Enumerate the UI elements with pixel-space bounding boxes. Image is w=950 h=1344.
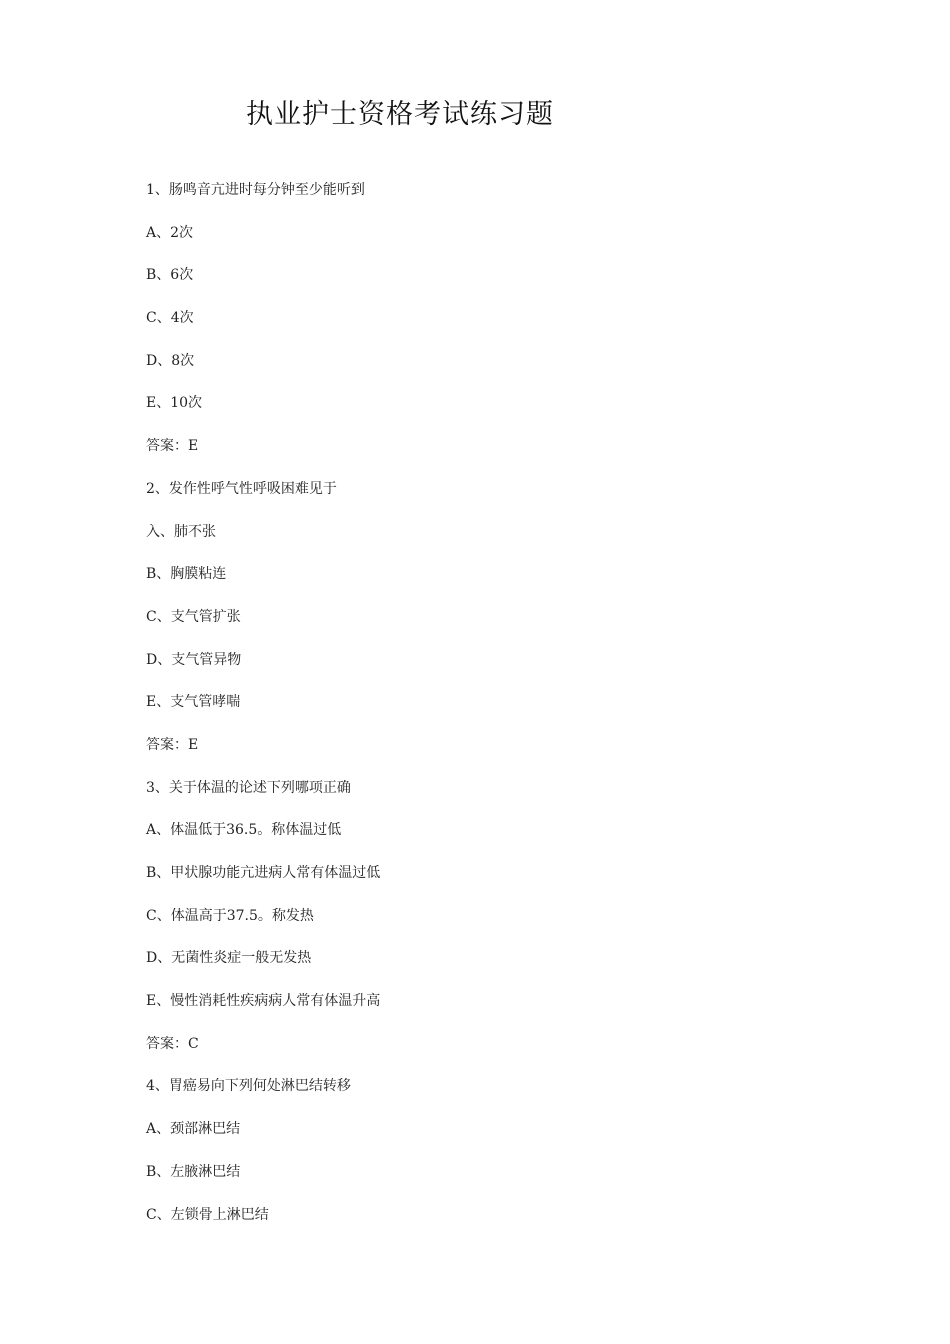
question-2-answer: 答案：E (146, 736, 199, 753)
question-3-option-b: B、甲状腺功能亢进病人常有体温过低 (146, 865, 381, 881)
question-4-option-c: C、左锁骨上淋巴结 (146, 1206, 269, 1223)
question-3-stem: 3、关于体温的论述下列哪项正确 (146, 779, 351, 796)
question-3-answer: 答案：C (146, 1035, 199, 1052)
question-3-option-d: D、无菌性炎症一般无发热 (146, 950, 312, 967)
question-2-option-e: E、支气管哮喘 (146, 694, 241, 711)
question-1-option-d: D、8次 (146, 352, 195, 369)
question-2-option-a: 入、肺不张 (146, 523, 216, 540)
question-1-option-b: B、6次 (146, 267, 194, 284)
question-3-option-e: E、慢性消耗性疾病病人常有体温升高 (146, 993, 381, 1010)
question-1-option-c: C、4次 (146, 310, 194, 327)
question-2-option-c: C、支气管扩张 (146, 608, 241, 625)
question-2-stem: 2、发作性呼气性呼吸困难见于 (146, 480, 337, 497)
question-2-option-b: B、胸膜粘连 (146, 566, 227, 583)
question-4-stem: 4、胃癌易向下列何处淋巴结转移 (146, 1078, 351, 1095)
question-list (146, 176, 906, 1243)
document-title: 执业护士资格考试练习题 (246, 99, 554, 130)
question-3-option-c: C、体温高于37.5。称发热 (146, 907, 314, 924)
question-4-option-b: B、左腋淋巴结 (146, 1163, 241, 1180)
question-2-option-d: D、支气管异物 (146, 651, 242, 668)
question-1-option-a: A、2次 (146, 224, 194, 241)
question-1-answer: 答案：E (146, 438, 199, 455)
question-3-option-a: A、体温低于36.5。称体温过低 (146, 822, 342, 839)
question-4-option-a: A、颈部淋巴结 (146, 1121, 241, 1138)
question-1-stem: 1、肠鸣音亢进时每分钟至少能听到 (146, 182, 365, 198)
question-1-option-e: E、10次 (146, 395, 203, 412)
